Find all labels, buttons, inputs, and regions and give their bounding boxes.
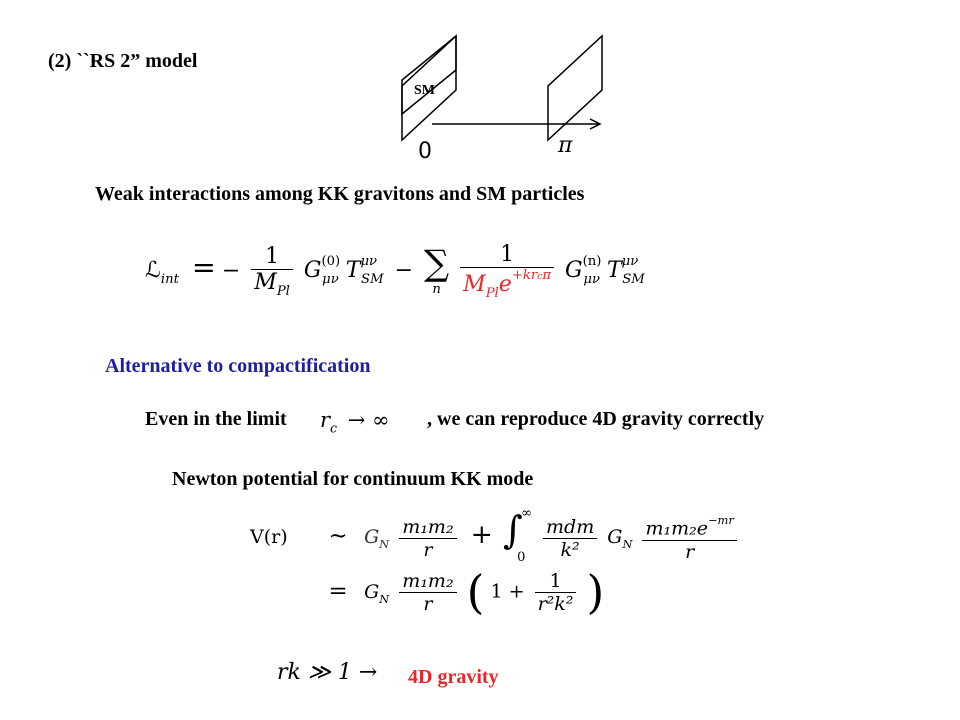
kk-graviton: $G^{(n)}_{\mu\nu}$ (565, 254, 602, 288)
conclusion-math: rk ≫ 1 → (277, 660, 378, 685)
intro-heading: Weak interactions among KK gravitons and SM particles (95, 183, 585, 205)
sm-tensor-1: $T^{\mu\nu}_{SM}$ (345, 254, 384, 288)
planck-fraction: $\frac{1}{M_{Pl}}$ (251, 244, 293, 299)
sum-operator: ∑ n (424, 243, 450, 297)
newton-equation-line-2: = $G_N$ $\frac{\text{m₁m₂}}{r}$ ( 1 + $\frac{1}{\text{r²k²}}$ ) (328, 566, 605, 619)
minus-sign: − (221, 258, 241, 284)
sm-tensor-2: $T^{\mu\nu}_{SM}$ (606, 254, 645, 288)
alternative-heading: Alternative to compactification (105, 355, 371, 377)
sm-brane (402, 36, 456, 114)
limit-prefix: Even in the limit (145, 408, 287, 430)
section-title: (2) ``RS 2” model (48, 50, 198, 72)
limit-suffix: , we can reproduce 4D gravity correctly (427, 408, 765, 430)
conclusion-label: 4D gravity (408, 666, 499, 688)
end-label: π (558, 133, 573, 158)
zero-mode-graviton: $G^{(0)}_{\mu\nu}$ (303, 254, 341, 288)
integral-operator: ∫ ∞ 0 (502, 506, 533, 565)
brane-diagram (390, 28, 610, 168)
kk-coupling-fraction: $\frac{1}{M_{Pl}e^{+krc\pi}}$ (460, 242, 554, 301)
limit-math: $r_c$ → ∞ (320, 408, 390, 436)
minus-sign: − (394, 258, 414, 284)
lagrangian-lhs: ℒ$_{int}$ (145, 258, 179, 288)
newton-equation-line-1: V(r) ∼ $G_N$ $\frac{\text{m₁m₂}}{r}$ + ∫ ∞ 0 $\frac{\text{mdm}}{\text{k²}}$ $G_N$ $\frac{m_1m_2e^{-mr}}{r}$ (250, 512, 741, 564)
sm-brane-label: SM (414, 83, 435, 98)
origin-label: 0 (418, 139, 432, 164)
equals-sign: = (191, 250, 216, 285)
lagrangian-equation (145, 242, 645, 301)
newton-heading: Newton potential for continuum KK mode (172, 468, 534, 490)
